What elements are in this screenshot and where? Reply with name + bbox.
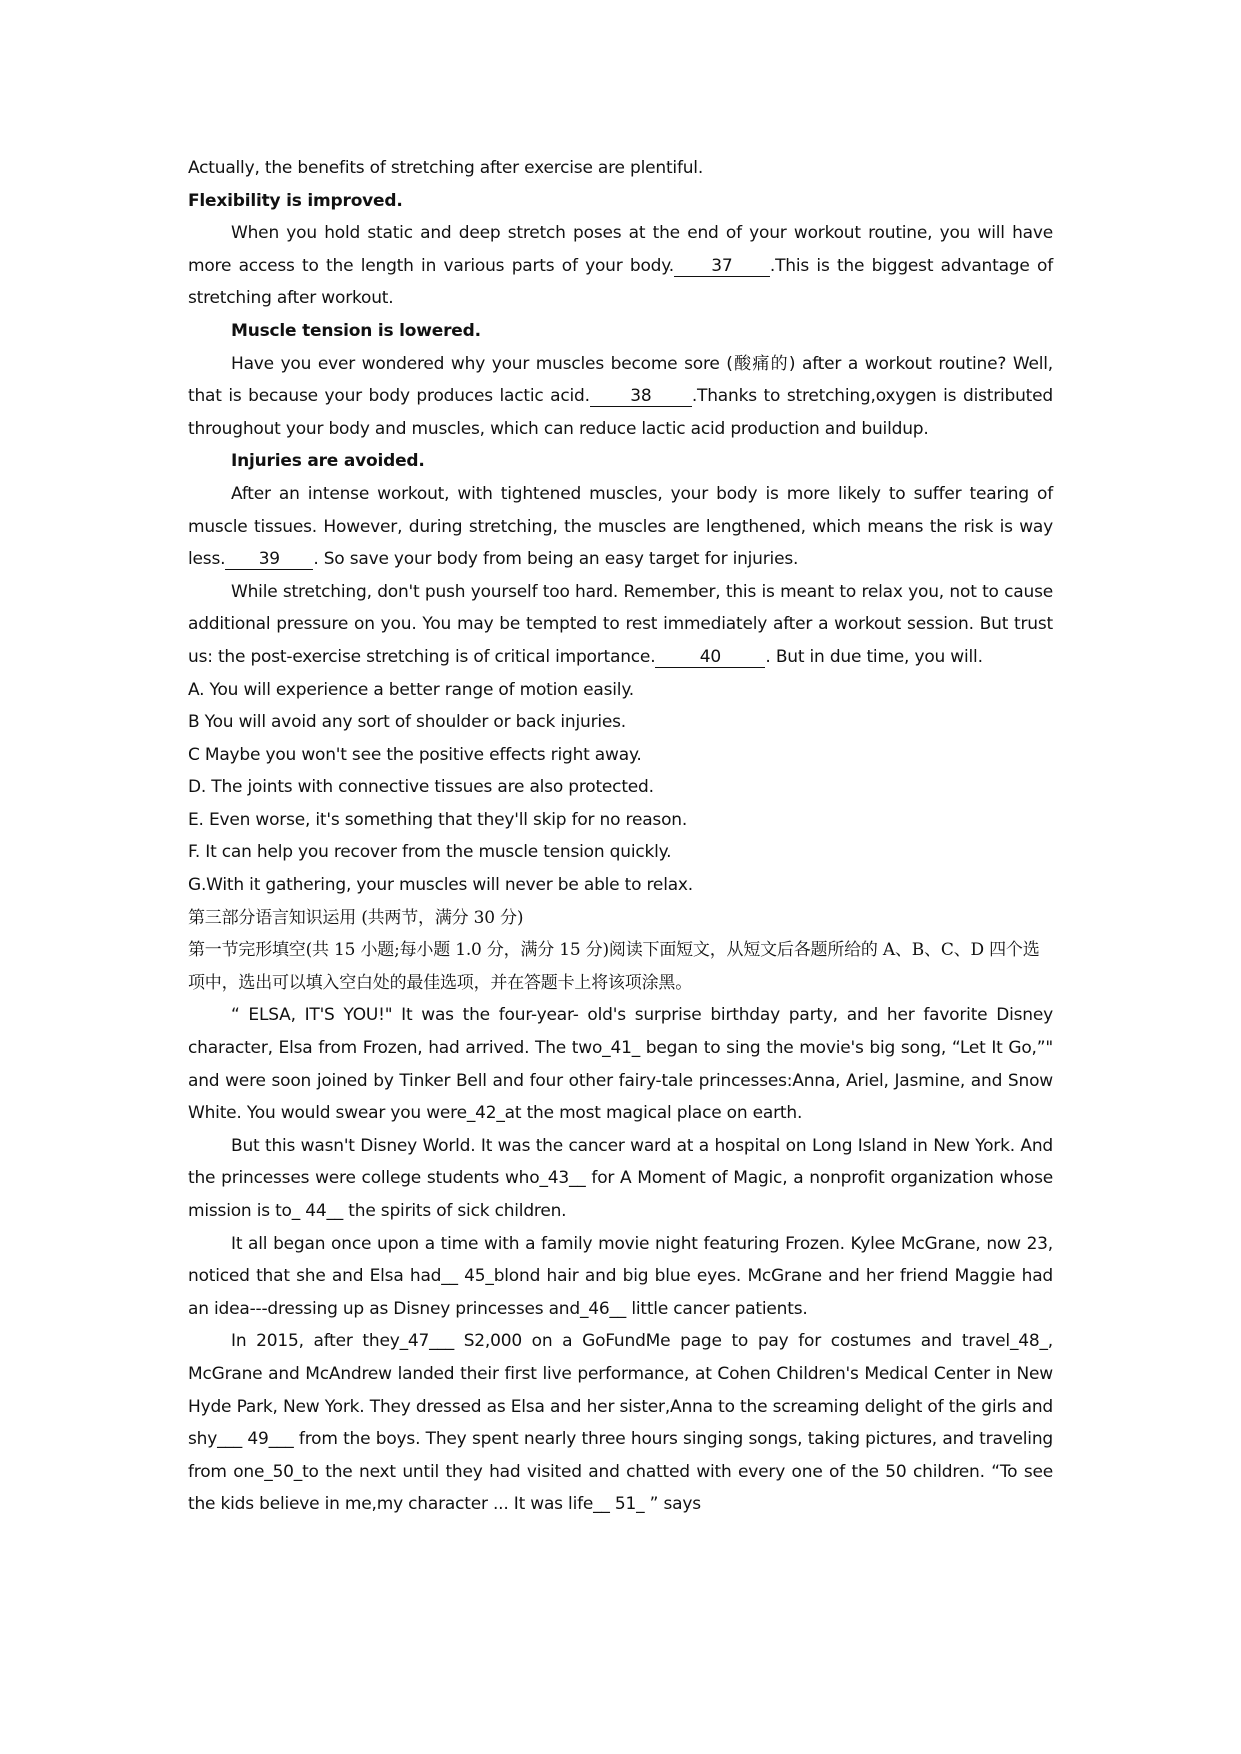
- option-g: G.With it gathering, your muscles will never be able to relax.: [188, 875, 693, 896]
- chinese-gloss: 酸痛的: [732, 353, 789, 374]
- paragraph-text: . So save your body from being an easy target for injuries.: [313, 549, 799, 570]
- document-page: [188, 152, 1053, 1521]
- paragraph-text: .This is the biggest advantage of stretching after workout.: [188, 255, 1053, 309]
- paragraph-text: . But in due time, you will.: [765, 646, 983, 667]
- heading-muscle-tension: Muscle tension is lowered.: [231, 320, 481, 341]
- paragraph-text: Have you ever wondered why your muscles become sore (: [231, 353, 733, 374]
- intro-sentence: Actually, the benefits of stretching after exercise are plentiful.: [188, 158, 704, 178]
- heading-injuries: Injuries are avoided.: [231, 451, 425, 472]
- option-b: B You will avoid any sort of shoulder or back injuries.: [188, 712, 627, 733]
- paragraph-text: While stretching, don't push yourself too hard. Remember, this is meant to relax you, not to cause additional pressure on you. You may be tempted to rest immediately after a workout session. But trust us: the post-exercise stretching is of critical importance.: [188, 581, 1053, 667]
- paragraph-conclusion: [188, 576, 1053, 674]
- paragraph-text: .Thanks to stretching,oxygen is distributed throughout your body and muscles, which can reduce lactic acid production and buildup.: [188, 386, 1054, 439]
- option-c: C Maybe you won't see the positive effects right away.: [188, 744, 642, 765]
- option-d: D. The joints with connective tissues are also protected.: [188, 777, 654, 798]
- cloze-paragraph-4: In 2015, after they_47___ S2,000 on a GoFundMe page to pay for costumes and travel_48_, McGrane and McAndrew landed their first live performance, at Cohen Children's Medical Center in New Hyde Park, New York. They dressed as Elsa and her sister,Anna to the screaming delight of the girls and shy___ 49___ from the boys. They spent nearly three hours singing songs, taking pictures, and traveling from one_50_to the next until they had visited and chatted with every one of the 50 children. “To see the kids believe in me,my character ... It was life__ 51_ ” says: [188, 1331, 1053, 1515]
- answer-options-list: [188, 674, 1053, 902]
- answer-blank-38: 38: [590, 386, 692, 407]
- paragraph-flexibility: [188, 217, 1053, 315]
- paragraph-text: After an intense workout, with tightened muscles, your body is more likely to suffer tearing of muscle tissues. However, during stretching, the muscles are lengthened, which means the risk is way less.: [188, 483, 1053, 570]
- section-instructions: 第一节完形填空(共 15 小题;每小题 1.0 分，满分 15 分)阅读下面短文，从短文后各题所给的 A、B、C、D 四个选项中，选出可以填入空白处的最佳选项，并在答题卡上将该项涂黑。: [188, 940, 1040, 993]
- paragraph-injuries: [188, 478, 1053, 576]
- paragraph-muscle-tension: [188, 348, 1053, 446]
- answer-blank-39: 39: [225, 549, 313, 570]
- answer-blank-37: 37: [674, 256, 770, 277]
- answer-blank-40: 40: [655, 647, 765, 668]
- option-f: F. It can help you recover from the muscle tension quickly.: [188, 842, 672, 863]
- heading-flexibility: Flexibility is improved.: [188, 190, 403, 211]
- part-three-title: 第三部分语言知识运用 (共两节，满分 30 分): [188, 907, 524, 928]
- option-e: E. Even worse, it's something that they'll skip for no reason.: [188, 809, 688, 830]
- option-a: A. You will experience a better range of motion easily.: [188, 679, 634, 700]
- cloze-paragraph-1: “ ELSA, IT'S YOU!" It was the four-year- old's surprise birthday party, and her favorite Disney character, Elsa from Frozen, had arrived. The two_41_ began to sing the movie's big song, “Let It Go,”" and were soon joined by Tinker Bell and four other fairy-tale princesses:Anna, Ariel, Jasmine, and Snow White. You would swear you were_42_at the most magical place on earth.: [188, 1005, 1053, 1124]
- paragraph-text: When you hold static and deep stretch poses at the end of your workout routine, you will have more access to the length in various parts of your body.: [188, 223, 1053, 276]
- paragraph-text: ) after a workout routine? Well, that is because your body produces lactic acid.: [188, 353, 1053, 407]
- cloze-paragraph-3: It all began once upon a time with a family movie night featuring Frozen. Kylee McGrane, now 23, noticed that she and Elsa had__ 45_blond hair and big blue eyes. McGrane and her friend Maggie had an idea---dressing up as Disney princesses and_46__ little cancer patients.: [188, 1233, 1053, 1319]
- cloze-paragraph-2: But this wasn't Disney World. It was the cancer ward at a hospital on Long Island in New York. And the princesses were college students who_43__ for A Moment of Magic, a nonprofit organization whose mission is to_ 44__ the spirits of sick children.: [188, 1135, 1053, 1221]
